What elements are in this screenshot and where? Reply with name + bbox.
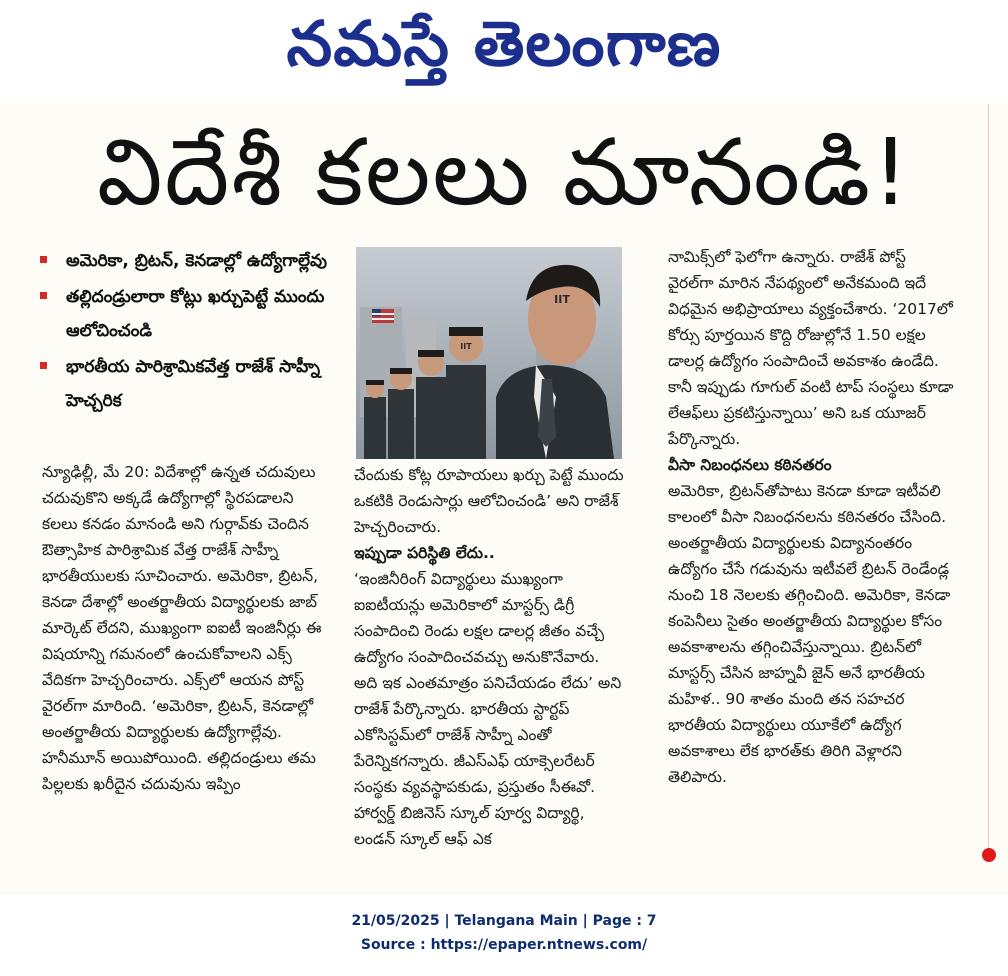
newspaper-logo: నమస్తే తెలంగాణ [286, 7, 722, 80]
subheading: వీసా నిబంధనలు కఠినతరం [668, 456, 832, 474]
source-link[interactable]: Source : https://epaper.ntnews.com/ [360, 937, 648, 953]
article-paragraph: నామిక్స్‌లో ఫెలోగా ఉన్నారు. రాజేశ్ పోస్ట్ వైరల్‌గా మారిన నేపథ్యంలో అనేకమంది ఇదే విధమైన అభిప్రాయాలు వ్యక్తంచేశారు. ‘2017లో కోర్సు పూర్తయిన కొద్ది రోజుల్లోనే 1.50 లక్షల డాలర్ల ఉద్యోగం సంపాదించే అవకాశం ఉండేది. కానీ ఇప్పుడు గూగుల్ వంటి టాప్ సంస్థలు కూడా లేఆఫ్‌లు ప్రకటిస్తున్నాయి’ అని ఒక యూజర్ పేర్కొన్నారు. [668, 248, 954, 448]
article-headline: విదేశీ కలలు మానండి! [97, 119, 911, 226]
subheading: ఇప్పుడా పరిస్థితి లేదు.. [354, 544, 495, 562]
svg-text:IIT: IIT [554, 293, 570, 306]
highlight-item: అమెరికా, బ్రిటన్, కెనడాల్లో ఉద్యోగాల్లేవు [40, 244, 330, 278]
svg-text:IIT: IIT [460, 342, 472, 351]
article-paragraph: న్యూఢిల్లీ, మే 20: విదేశాల్లో ఉన్నత చదువులు చదువుకొని అక్కడే ఉద్యోగాల్లో స్థిరపడాలని కలలు కనడం మానండి అని గుర్గావ్‌కు చెందిన ఔత్సాహిక పారిశ్రామిక వేత్త రాజేశ్ సాహ్నీ భారతీయులకు సూచించారు. అమెరికా, బ్రిటన్, కెనడా దేశాల్లో అంతర్జాతీయ విద్యార్థులకు జాబ్ మార్కెట్ లేదని, ముఖ్యంగా ఐఐటీ ఇంజినీర్లు ఈ విషయాన్ని గమనంలో ఉంచుకోవాలని ఎక్స్ వేదికగా హెచ్చరించారు. ఎక్స్‌లో ఆయన పోస్ట్ వైరల్‌గా మారింది. ‘అమెరికా, బ్రిటన్, కెనడాల్లో అంతర్జాతీయ విద్యార్థులకు ఉద్యోగాల్లేవు. హనీమూన్ అయిపోయింది. తల్లిదండ్రులు తమ పిల్లలకు ఖరీదైన చదువును ఇప్పిం [42, 463, 322, 793]
article-column-2 [354, 462, 624, 852]
scroll-track[interactable] [988, 104, 989, 856]
highlight-item: తల్లిదండ్రులారా కోట్లు ఖర్చుపెట్టే ముందు ఆలోచించండి [40, 280, 330, 348]
bullet-square-icon [40, 256, 47, 263]
masthead [0, 0, 1008, 92]
highlight-item: భారతీయ పారిశ్రామికవేత్త రాజేశ్ సాహ్నీ హెచ్చరిక [40, 350, 330, 418]
students-illustration [356, 247, 622, 459]
publication-info: 21/05/2025 | Telangana Main | Page : 7 [351, 913, 657, 929]
article-paragraph: చేందుకు కోట్ల రూపాయలు ఖర్చు పెట్టే ముందు ఒకటికి రెండుసార్లు ఆలోచించండి’ అని రాజేశ్ హెచ్చరించారు. [354, 466, 624, 536]
article-column-3 [668, 244, 956, 790]
bullet-square-icon [40, 292, 47, 299]
article-paragraph: ‘ఇంజినీరింగ్ విద్యార్థులు ముఖ్యంగా ఐఐటీయన్లు అమెరికాలో మాస్టర్స్ డిగ్రీ సంపాదించి రెండు లక్షల డాలర్ల జీతం వచ్చే ఉద్యోగం సంపాదించవచ్చు అనుకొనేవారు. అది ఇక ఎంతమాత్రం పనిచేయడం లేదు’ అని రాజేశ్ పేర్కొన్నారు. భారతీయ స్టార్టప్ ఎకోసిస్టమ్‌లో రాజేశ్ సాహ్నీ ఎంతో పేరెన్నికగన్నారు. జీఎస్‌ఎఫ్ యాక్సెలరేటర్ సంస్థకు వ్యవస్థాపకుడు, ప్రస్తుతం సీఈవో. హార్వర్డ్ బిజినెస్ స్కూల్ పూర్వ విద్యార్థి, లండన్ స్కూల్ ఆఫ్ ఎక [354, 570, 622, 848]
us-flag-icon [372, 309, 394, 323]
article-paragraph: అమెరికా, బ్రిటన్‌తోపాటు కెనడా కూడా ఇటీవలి కాలంలో వీసా నిబంధనలను కఠినతరం చేసింది. అంతర్జాతీయ విద్యార్థులకు విద్యానంతరం ఉద్యోగం చేసే గడువును ఇటీవలే బ్రిటన్ రెండేండ్ల నుంచి 18 నెలలకు తగ్గించింది. అమెరికా, కెనడా కంపెనీలు సైతం అంతర్జాతీయ విద్యార్థుల కోసం అవకాశాలను తగ్గించివేస్తున్నాయి. బ్రిటన్‌లో మాస్టర్స్ చేసిన జాహ్నవీ జైన్ అనే భారతీయ మహిళ.. 90 శాతం మంది తన సహచర భారతీయ విద్యార్థులు యూకేలో ఉద్యోగ అవకాశాలు లేక భారత్‌కు తిరిగి వెళ్లారని తెలిపారు. [668, 482, 951, 786]
bullet-square-icon [40, 362, 47, 369]
highlights-list [40, 244, 330, 420]
scroll-indicator-dot[interactable] [982, 848, 996, 862]
article-photo [356, 247, 622, 459]
article-column-1 [42, 459, 330, 797]
